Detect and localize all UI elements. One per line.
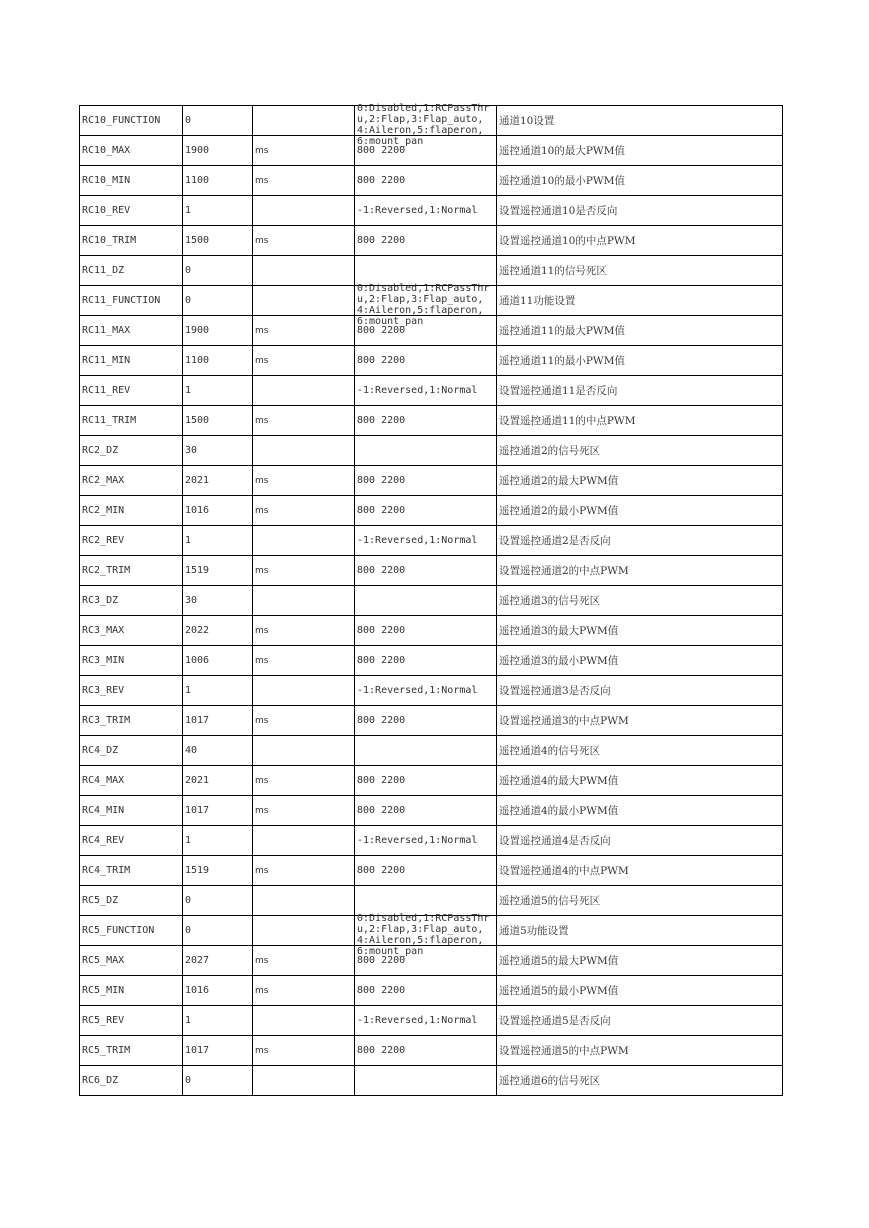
param-description-cell: 遥控通道6的信号死区: [497, 1066, 783, 1096]
param-description-cell: 设置遥控通道2的中点PWM: [497, 556, 783, 586]
param-name-cell: RC2_MIN: [80, 496, 183, 526]
param-range-cell: [355, 736, 497, 766]
param-value-cell: 30: [183, 586, 253, 616]
param-value-cell: 1017: [183, 796, 253, 826]
param-unit-cell: [253, 196, 355, 226]
param-name-cell: RC11_TRIM: [80, 406, 183, 436]
table-row: [80, 646, 783, 676]
param-name-cell: RC4_REV: [80, 826, 183, 856]
param-value-cell: 1017: [183, 706, 253, 736]
param-value-cell: 0: [183, 256, 253, 286]
table-row: [80, 226, 783, 256]
param-unit-cell: ms: [253, 226, 355, 256]
param-unit-cell: ms: [253, 316, 355, 346]
param-value-cell: 1: [183, 526, 253, 556]
param-value-cell: 1016: [183, 976, 253, 1006]
param-range-cell: 800 2200: [355, 796, 497, 826]
param-range-cell: [355, 913, 497, 957]
param-range-text: 0:Disabled,1:RCPassThru,2:Flap,3:Flap_auto,4:Aileron,5:flaperon,6:mount_pan: [357, 283, 490, 327]
param-name-cell: RC11_REV: [80, 376, 183, 406]
param-name-cell: RC10_TRIM: [80, 226, 183, 256]
param-value-cell: 1: [183, 826, 253, 856]
param-description-cell: 遥控通道3的最大PWM值: [497, 616, 783, 646]
param-range-cell: [355, 283, 497, 327]
param-unit-cell: ms: [253, 946, 355, 976]
param-range-cell: 800 2200: [355, 136, 497, 166]
param-range-cell: 800 2200: [355, 166, 497, 196]
table-row: [80, 106, 783, 136]
param-unit-cell: ms: [253, 346, 355, 376]
param-unit-cell: ms: [253, 856, 355, 886]
table-row: [80, 916, 783, 946]
param-value-cell: 0: [183, 916, 253, 946]
table-row: [80, 1066, 783, 1096]
param-unit-cell: [253, 436, 355, 466]
param-unit-cell: [253, 526, 355, 556]
param-range-cell: 800 2200: [355, 646, 497, 676]
param-value-cell: 1006: [183, 646, 253, 676]
param-description-cell: 设置遥控通道5是否反向: [497, 1006, 783, 1036]
param-description-cell: 设置遥控通道4是否反向: [497, 826, 783, 856]
param-name-cell: RC10_REV: [80, 196, 183, 226]
param-name-cell: RC5_FUNCTION: [80, 916, 183, 946]
param-name-cell: RC10_MIN: [80, 166, 183, 196]
param-name-cell: RC2_MAX: [80, 466, 183, 496]
param-description-cell: 遥控通道2的信号死区: [497, 436, 783, 466]
param-description-cell: 通道10设置: [497, 106, 783, 136]
param-description-cell: 设置遥控通道11是否反向: [497, 376, 783, 406]
table-row: [80, 886, 783, 916]
param-description-cell: 遥控通道10的最大PWM值: [497, 136, 783, 166]
table-row: [80, 346, 783, 376]
param-range-cell: [355, 436, 497, 466]
param-value-cell: 1: [183, 1006, 253, 1036]
table-row: [80, 826, 783, 856]
param-name-cell: RC11_MAX: [80, 316, 183, 346]
param-description-cell: 遥控通道4的信号死区: [497, 736, 783, 766]
param-value-cell: 2022: [183, 616, 253, 646]
param-name-cell: RC5_REV: [80, 1006, 183, 1036]
param-name-cell: RC5_MAX: [80, 946, 183, 976]
param-value-cell: 0: [183, 886, 253, 916]
param-name-cell: RC11_MIN: [80, 346, 183, 376]
param-range-text: 0:Disabled,1:RCPassThru,2:Flap,3:Flap_auto,4:Aileron,5:flaperon,6:mount_pan: [357, 913, 490, 957]
param-unit-cell: [253, 676, 355, 706]
param-range-cell: -1:Reversed,1:Normal: [355, 676, 497, 706]
param-name-cell: RC6_DZ: [80, 1066, 183, 1096]
param-range-cell: 800 2200: [355, 946, 497, 976]
param-range-cell: -1:Reversed,1:Normal: [355, 376, 497, 406]
table-row: [80, 466, 783, 496]
param-value-cell: 0: [183, 106, 253, 136]
param-name-cell: RC3_TRIM: [80, 706, 183, 736]
param-value-cell: 1519: [183, 556, 253, 586]
param-description-cell: 遥控通道4的最小PWM值: [497, 796, 783, 826]
param-value-cell: 1017: [183, 1036, 253, 1066]
table-row: [80, 586, 783, 616]
param-name-cell: RC4_TRIM: [80, 856, 183, 886]
param-range-cell: -1:Reversed,1:Normal: [355, 526, 497, 556]
param-value-cell: 0: [183, 1066, 253, 1096]
param-unit-cell: ms: [253, 976, 355, 1006]
table-row: [80, 316, 783, 346]
param-unit-cell: ms: [253, 496, 355, 526]
table-row: [80, 496, 783, 526]
param-value-cell: 1519: [183, 856, 253, 886]
param-name-cell: RC10_MAX: [80, 136, 183, 166]
param-range-cell: 800 2200: [355, 976, 497, 1006]
param-range-cell: 800 2200: [355, 706, 497, 736]
param-name-cell: RC4_DZ: [80, 736, 183, 766]
table-row: [80, 556, 783, 586]
param-description-cell: 遥控通道11的最小PWM值: [497, 346, 783, 376]
param-unit-cell: ms: [253, 766, 355, 796]
param-range-cell: [355, 586, 497, 616]
param-description-cell: 遥控通道3的信号死区: [497, 586, 783, 616]
param-name-cell: RC3_REV: [80, 676, 183, 706]
param-unit-cell: ms: [253, 556, 355, 586]
param-unit-cell: [253, 376, 355, 406]
table-row: [80, 616, 783, 646]
param-name-cell: RC5_MIN: [80, 976, 183, 1006]
param-value-cell: 0: [183, 286, 253, 316]
table-row: [80, 1006, 783, 1036]
param-description-cell: 通道11功能设置: [497, 286, 783, 316]
param-unit-cell: ms: [253, 646, 355, 676]
param-description-cell: 设置遥控通道3的中点PWM: [497, 706, 783, 736]
param-description-cell: 遥控通道3的最小PWM值: [497, 646, 783, 676]
param-description-cell: 遥控通道5的最大PWM值: [497, 946, 783, 976]
param-name-cell: RC2_REV: [80, 526, 183, 556]
parameter-table-body: [80, 103, 783, 1096]
param-description-cell: 设置遥控通道11的中点PWM: [497, 406, 783, 436]
param-value-cell: 1900: [183, 316, 253, 346]
param-unit-cell: ms: [253, 166, 355, 196]
param-range-cell: [355, 1066, 497, 1096]
param-unit-cell: [253, 286, 355, 316]
param-description-cell: 遥控通道10的最小PWM值: [497, 166, 783, 196]
param-description-cell: 遥控通道2的最小PWM值: [497, 496, 783, 526]
param-value-cell: 1900: [183, 136, 253, 166]
param-name-cell: RC3_MIN: [80, 646, 183, 676]
param-range-cell: [355, 886, 497, 916]
param-description-cell: 设置遥控通道10的中点PWM: [497, 226, 783, 256]
param-value-cell: 30: [183, 436, 253, 466]
param-name-cell: RC4_MIN: [80, 796, 183, 826]
param-name-cell: RC11_DZ: [80, 256, 183, 286]
param-value-cell: 1500: [183, 226, 253, 256]
param-value-cell: 1: [183, 376, 253, 406]
param-value-cell: 2021: [183, 466, 253, 496]
param-description-cell: 遥控通道11的最大PWM值: [497, 316, 783, 346]
param-name-cell: RC5_DZ: [80, 886, 183, 916]
param-range-cell: 800 2200: [355, 226, 497, 256]
param-value-cell: 2027: [183, 946, 253, 976]
param-unit-cell: [253, 106, 355, 136]
param-unit-cell: ms: [253, 706, 355, 736]
param-name-cell: RC11_FUNCTION: [80, 286, 183, 316]
param-range-cell: 800 2200: [355, 466, 497, 496]
param-description-cell: 遥控通道2的最大PWM值: [497, 466, 783, 496]
param-description-cell: 设置遥控通道4的中点PWM: [497, 856, 783, 886]
table-row: [80, 256, 783, 286]
param-range-cell: -1:Reversed,1:Normal: [355, 826, 497, 856]
param-value-cell: 1100: [183, 166, 253, 196]
param-value-cell: 1: [183, 676, 253, 706]
param-unit-cell: ms: [253, 136, 355, 166]
table-row: [80, 376, 783, 406]
table-row: [80, 166, 783, 196]
table-row: [80, 1036, 783, 1066]
table-row: [80, 766, 783, 796]
table-row: [80, 946, 783, 976]
param-value-cell: 1: [183, 196, 253, 226]
param-description-cell: 设置遥控通道5的中点PWM: [497, 1036, 783, 1066]
table-row: [80, 706, 783, 736]
param-range-cell: [355, 256, 497, 286]
param-unit-cell: [253, 886, 355, 916]
param-value-cell: 2021: [183, 766, 253, 796]
param-range-cell: -1:Reversed,1:Normal: [355, 196, 497, 226]
param-description-cell: 遥控通道11的信号死区: [497, 256, 783, 286]
param-name-cell: RC2_DZ: [80, 436, 183, 466]
param-unit-cell: ms: [253, 1036, 355, 1066]
param-name-cell: RC3_DZ: [80, 586, 183, 616]
table-row: [80, 196, 783, 226]
param-range-cell: [355, 103, 497, 147]
param-description-cell: 设置遥控通道2是否反向: [497, 526, 783, 556]
param-value-cell: 40: [183, 736, 253, 766]
param-description-cell: 设置遥控通道10是否反向: [497, 196, 783, 226]
table-row: [80, 406, 783, 436]
param-range-cell: 800 2200: [355, 766, 497, 796]
param-description-cell: 遥控通道4的最大PWM值: [497, 766, 783, 796]
param-description-cell: 遥控通道5的最小PWM值: [497, 976, 783, 1006]
param-unit-cell: ms: [253, 466, 355, 496]
param-range-text: 0:Disabled,1:RCPassThru,2:Flap,3:Flap_auto,4:Aileron,5:flaperon,6:mount_pan: [357, 103, 490, 147]
table-row: [80, 436, 783, 466]
param-range-cell: 800 2200: [355, 406, 497, 436]
param-unit-cell: [253, 586, 355, 616]
param-unit-cell: [253, 826, 355, 856]
param-unit-cell: [253, 916, 355, 946]
param-unit-cell: [253, 736, 355, 766]
param-range-cell: 800 2200: [355, 496, 497, 526]
table-row: [80, 856, 783, 886]
param-description-cell: 通道5功能设置: [497, 916, 783, 946]
param-range-cell: 800 2200: [355, 346, 497, 376]
param-name-cell: RC3_MAX: [80, 616, 183, 646]
table-row: [80, 526, 783, 556]
param-unit-cell: ms: [253, 616, 355, 646]
param-unit-cell: [253, 1006, 355, 1036]
param-unit-cell: [253, 256, 355, 286]
param-range-cell: 800 2200: [355, 1036, 497, 1066]
param-value-cell: 1500: [183, 406, 253, 436]
param-description-cell: 设置遥控通道3是否反向: [497, 676, 783, 706]
param-range-cell: 800 2200: [355, 616, 497, 646]
param-name-cell: RC4_MAX: [80, 766, 183, 796]
table-row: [80, 286, 783, 316]
param-description-cell: 遥控通道5的信号死区: [497, 886, 783, 916]
table-row: [80, 676, 783, 706]
param-unit-cell: [253, 1066, 355, 1096]
param-unit-cell: ms: [253, 796, 355, 826]
param-range-cell: 800 2200: [355, 556, 497, 586]
table-row: [80, 976, 783, 1006]
param-value-cell: 1016: [183, 496, 253, 526]
param-range-cell: 800 2200: [355, 316, 497, 346]
param-value-cell: 1100: [183, 346, 253, 376]
param-name-cell: RC5_TRIM: [80, 1036, 183, 1066]
param-name-cell: RC2_TRIM: [80, 556, 183, 586]
table-row: [80, 136, 783, 166]
param-range-cell: 800 2200: [355, 856, 497, 886]
table-row: [80, 796, 783, 826]
param-name-cell: RC10_FUNCTION: [80, 106, 183, 136]
param-unit-cell: ms: [253, 406, 355, 436]
table-row: [80, 736, 783, 766]
parameter-table: [79, 105, 783, 1096]
param-range-cell: -1:Reversed,1:Normal: [355, 1006, 497, 1036]
